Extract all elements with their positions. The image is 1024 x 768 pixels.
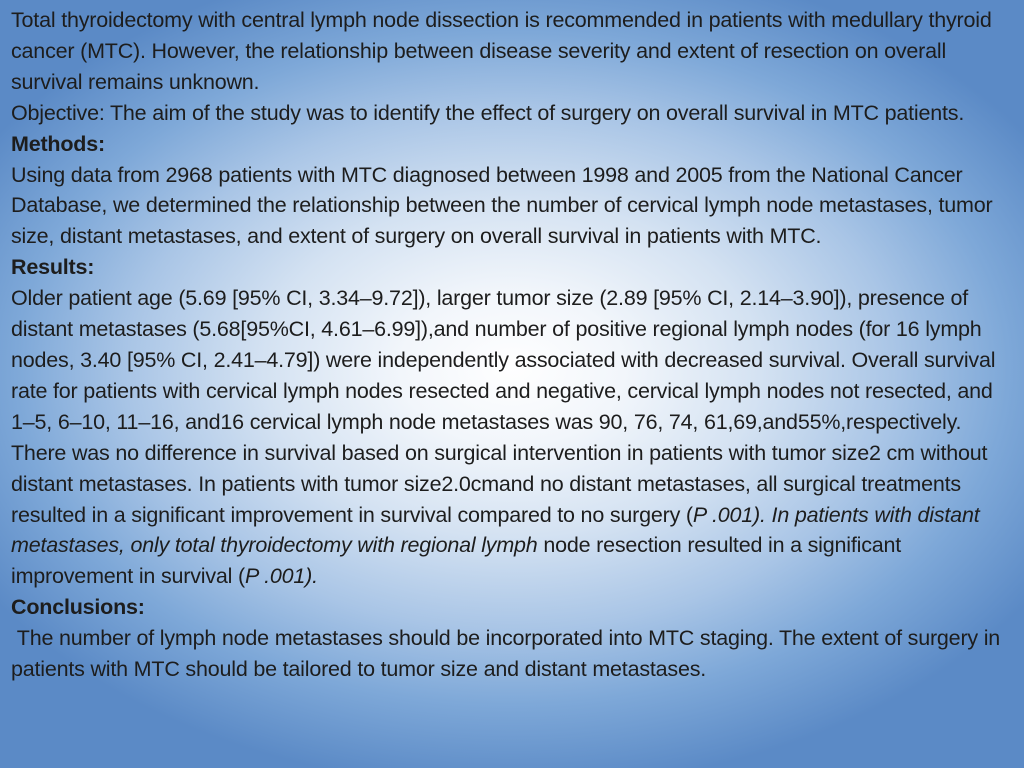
intro-paragraph: Total thyroidectomy with central lymph node dissection is recommended in patients with medullary thyroid cancer (MTC). However, the relationship between disease severity and extent of resection on overall survival remains unknown. <box>11 8 992 94</box>
results-text-italic-2: P .001). <box>244 564 318 589</box>
results-text-part-1: Older patient age (5.69 [95% CI, 3.34–9.72]), larger tumor size (2.89 [95% CI, 2.14–3.90]), presence of distant metastases (5.68[95%CI, 4.61–6.99]),and number of positive regional lymph nodes (for 16 lymph nodes, 3.40 [95% CI, 2.41–4.79]) were independently associated with decreased survival. Overall survival rate for patients with cervical lymph nodes resected and negative, cervical lymph nodes not resected, and 1–5, 6–10, 11–16, and16 cervical lymph node metastases was 90, 76, 74, 61,69,and55%,respectively. There was no difference in survival based on surgical intervention in patients with tumor size2 cm without distant metastases. In patients with tumor size2.0cmand no distant metastases, all surgical treatments resulted in a significant improvement in survival compared to no surgery ( <box>11 286 996 527</box>
results-text-part-2: node resection resulted in a significant improvement in survival ( <box>11 533 902 589</box>
conclusions-paragraph: The number of lymph node metastases should be incorporated into MTC staging. The extent of surgery in patients with MTC should be tailored to tumor size and distant metastases. <box>11 626 1006 682</box>
objective-paragraph: Objective: The aim of the study was to identify the effect of surgery on overall survival in MTC patients. <box>11 100 965 125</box>
abstract-text-block <box>11 5 1017 685</box>
results-paragraph <box>11 283 1017 592</box>
methods-paragraph: Using data from 2968 patients with MTC diagnosed between 1998 and 2005 from the National Cancer Database, we determined the relationship between the number of cervical lymph node metastases, tumor size, distant metastases, and extent of surgery on overall survival in patients with MTC. <box>11 162 993 249</box>
conclusions-heading: Conclusions: <box>11 595 145 620</box>
methods-heading: Methods: <box>11 131 105 156</box>
results-heading: Results: <box>11 255 95 280</box>
results-text-italic-1: P .001). In patients with distant metastases, only total thyroidectomy with regional lymph <box>11 502 980 558</box>
